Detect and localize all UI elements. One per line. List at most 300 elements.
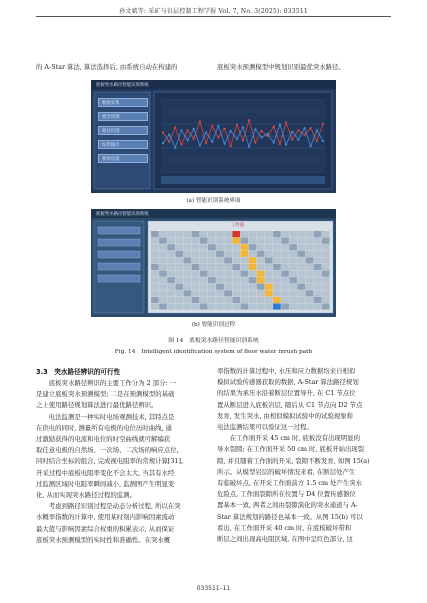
figure-b-grid-cell xyxy=(265,244,273,250)
figure-b-grid-cell xyxy=(167,251,175,257)
figure-b-canvas xyxy=(91,209,336,317)
text-line: 模拟试验传感器获取的数据, A-Star 算法路径规划 xyxy=(217,378,359,387)
figure-b-grid-cell xyxy=(241,277,249,283)
figure-b-grid-cell xyxy=(184,284,192,290)
running-header: 孙文斌等: 采矿与岩层控制工程学报 Vol. 7, No. 3(2025): 033511 xyxy=(119,8,308,15)
text-line: 在工作面开采 45 cm 时, 底板没有出现明显的 xyxy=(217,434,360,443)
text-line: 取任意电极的自然场、一次场、二次场的响应点位, xyxy=(36,446,179,455)
figure-b-grid-cell xyxy=(297,244,305,250)
figure-b-grid-cell xyxy=(216,244,224,250)
figure-b-grid-cell xyxy=(314,271,322,277)
figure-a-menu-label: 结果输出 xyxy=(102,143,120,148)
text-line: 隙, 并且随着工作面的开采, 裂隙不断发育, 如图 15(a) xyxy=(217,456,370,465)
figure-b-grid-cell xyxy=(232,257,240,263)
figure-b-grid-cell xyxy=(232,277,240,283)
text-line: 率指数的计算过程中, 水压和应力数据均来自相似 xyxy=(217,367,356,375)
figure-a-canvas xyxy=(91,80,336,193)
figure-b-grid-cell xyxy=(216,231,224,237)
figure-b-grid-cell xyxy=(192,297,200,303)
figure-b-grid-cell xyxy=(241,297,249,303)
figure-b-grid-cell xyxy=(289,257,297,263)
figure-b-grid-cell xyxy=(289,277,297,283)
figure-b-grid-cell xyxy=(281,284,289,290)
figure-b-grid-cell xyxy=(289,238,297,244)
figure-a-point xyxy=(273,141,275,143)
figure-b-grid-cell xyxy=(273,284,281,290)
figure-b-panel-title: 底板突水路径智能识别系统 xyxy=(96,212,149,217)
figure-a-point xyxy=(279,143,281,145)
figure-b-grid-cell xyxy=(184,264,192,270)
figure-a-point xyxy=(248,119,250,121)
figure-b-grid-cell xyxy=(159,238,167,244)
figure-b-grid-cell xyxy=(159,251,167,257)
figure-b-grid-cell xyxy=(159,284,167,290)
figure-b-grid-cell xyxy=(192,290,200,296)
figure-b-grid-cell xyxy=(200,231,208,237)
figure-b-grid-cell xyxy=(289,303,297,309)
figure-b-grid-cell xyxy=(297,277,305,283)
figure-b-grid-cell xyxy=(257,297,265,303)
figure-b-grid-cell xyxy=(192,303,200,309)
figure-b-grid-cell xyxy=(249,303,257,309)
figure-a-point xyxy=(303,127,305,129)
figure-b-grid-cell xyxy=(273,257,281,263)
figure-b-grid-cell xyxy=(306,277,314,283)
figure-b-grid-cell xyxy=(159,297,167,303)
figure-b-grid-cell xyxy=(306,297,314,303)
figure-b-grid-cell xyxy=(167,264,175,270)
figure-b-grid-cell xyxy=(159,303,167,309)
figure-b-grid-cell xyxy=(306,271,314,277)
figure-a-point xyxy=(230,145,232,147)
figure-b-grid-cell xyxy=(265,257,273,263)
figure-b-grid-cell xyxy=(306,238,314,244)
figure-b-grid-cell xyxy=(265,238,273,244)
text-line: 化, 从而实现突水路径过程的监测。 xyxy=(36,491,136,500)
figure-b-grid-cell xyxy=(200,303,208,309)
figure-b-grid-cell xyxy=(265,297,273,303)
figure-b-grid-cell xyxy=(184,231,192,237)
figure-a-point xyxy=(291,139,293,141)
figure-a-menu-label: 模型预测 xyxy=(102,115,120,120)
text-line: 考虑到路径识别过程是动态分析过程, 所以在突 xyxy=(36,502,181,511)
figure-b-grid-cell xyxy=(273,303,281,309)
figure-b-grid-cell xyxy=(216,284,224,290)
figure-b-grid-cell xyxy=(273,238,281,244)
figure-b-grid-cell xyxy=(249,244,257,250)
figure-b-grid-cell xyxy=(257,251,265,257)
figure-b-grid-cell xyxy=(241,257,249,263)
figure-b-grid-cell xyxy=(232,231,240,237)
figure-a-point xyxy=(230,130,232,132)
figure-a-point xyxy=(316,129,318,131)
figure-b-grid-cell xyxy=(184,251,192,257)
figure-b-grid-cell xyxy=(159,277,167,283)
figure-b-grid-cell xyxy=(249,277,257,283)
figure-b-grid-cell xyxy=(297,290,305,296)
figure-b-grid-cell xyxy=(208,277,216,283)
figure-b-grid-cell xyxy=(241,231,249,237)
figure-b-grid-cell xyxy=(281,251,289,257)
top-left-line xyxy=(36,62,212,73)
figure-b-grid-cell xyxy=(224,264,232,270)
figure-b-grid-cell xyxy=(281,231,289,237)
figure-b-grid-cell xyxy=(281,264,289,270)
figure-b-grid-cell xyxy=(232,290,240,296)
figure-b-grid-cell xyxy=(265,271,273,277)
figure-b-grid-cell xyxy=(167,297,175,303)
figure-a-point xyxy=(254,128,256,130)
figure-b-grid-cell xyxy=(200,244,208,250)
figure-a-point xyxy=(174,146,176,148)
figure-b-grid-cell xyxy=(306,251,314,257)
text-line: Star 算法规划的路径也基本一致。从图 15(b) 可以 xyxy=(217,512,363,521)
figure-a-panel-title: 底板突水路径智能识别系统 xyxy=(96,83,149,88)
figure-b-grid-cell xyxy=(281,271,289,277)
figure-b-grid-cell xyxy=(265,231,273,237)
figure-b-grid-cell xyxy=(208,290,216,296)
figure-b-grid-cell xyxy=(208,303,216,309)
figure-a-point xyxy=(187,129,189,131)
figure-b-grid-cell xyxy=(249,231,257,237)
figure-b-grid-cell xyxy=(289,264,297,270)
figure-b-grid-cell xyxy=(232,244,240,250)
figure-b-screenshot xyxy=(91,209,336,317)
figure-b-grid-cell xyxy=(200,297,208,303)
figure-b-grid-cell xyxy=(289,271,297,277)
figure-b-grid-cell xyxy=(151,284,159,290)
figure-b-grid-cell xyxy=(249,238,257,244)
figure-b-grid-cell xyxy=(208,257,216,263)
figure-b-grid-cell xyxy=(232,297,240,303)
figure-b-grid-cell xyxy=(224,290,232,296)
figure-b-grid-cell xyxy=(232,303,240,309)
text-line: 同时结合坐标的组合, 完成视电阻率的常规计算[31]。 xyxy=(36,457,188,466)
figure-b-grid-cell xyxy=(314,257,322,263)
figure-b-grid-cell xyxy=(297,264,305,270)
figure-b-grid-cell xyxy=(159,264,167,270)
figure-b-grid-cell xyxy=(257,257,265,263)
figure-b-grid-cell xyxy=(257,264,265,270)
figure-b-grid-cell xyxy=(241,303,249,309)
figure-b-grid-cell xyxy=(322,271,330,277)
figure-b-grid-cell xyxy=(167,303,175,309)
figure-b-grid-cell xyxy=(249,284,257,290)
figure-a-point xyxy=(223,128,225,130)
figure-b-grid-cell xyxy=(232,251,240,257)
figure-b-grid-cell xyxy=(241,264,249,270)
figure-a-point xyxy=(310,127,312,129)
figure-b-grid-cell xyxy=(297,271,305,277)
figure-b-grid-cell xyxy=(281,238,289,244)
figure-b-grid-cell xyxy=(159,271,167,277)
figure-b-grid-cell xyxy=(249,271,257,277)
figure-b-grid-cell xyxy=(257,238,265,244)
figure-b-grid-cell xyxy=(314,277,322,283)
figure-b-grid-cell xyxy=(297,251,305,257)
figure-a-point xyxy=(273,126,275,128)
text-line: 底板突水路径辨识的主要工作分为 2 部分: 一 xyxy=(36,379,177,387)
figure-b-grid-cell xyxy=(306,303,314,309)
figure-b-grid-cell xyxy=(249,264,257,270)
figure-b-grid-cell xyxy=(208,297,216,303)
figure-a-point xyxy=(322,140,324,142)
figure-a-menu-label: 路径识别 xyxy=(102,129,120,134)
figure-b-grid-cell xyxy=(297,231,305,237)
text-line: 导水裂隙; 在工作面开采 50 cm 时, 底板开始出现裂 xyxy=(217,445,365,454)
figure-b-grid-cell xyxy=(192,264,200,270)
figure-b-grid-cell xyxy=(192,257,200,263)
figure-b-grid-cell xyxy=(167,238,175,244)
figure-b-grid-cell xyxy=(281,244,289,250)
figure-a-point xyxy=(267,133,269,135)
figure-b-grid-cell xyxy=(151,297,159,303)
figure-a-point xyxy=(242,139,244,141)
figure-a-point xyxy=(260,130,262,132)
figure-b-grid-cell xyxy=(208,231,216,237)
figure-b-grid-cell xyxy=(167,290,175,296)
figure-b-grid-cell xyxy=(241,251,249,257)
figure-a-point xyxy=(199,144,201,146)
figure-b-grid-cell xyxy=(175,284,183,290)
figure-b-grid-cell xyxy=(224,303,232,309)
figure-b-grid-cell xyxy=(297,238,305,244)
figure-b-grid-cell xyxy=(306,290,314,296)
figure-b-grid-cell xyxy=(208,264,216,270)
figure-a-point xyxy=(174,126,176,128)
figure-a-menu-label: 数据采集 xyxy=(102,101,120,106)
figure-b-grid-cell xyxy=(175,271,183,277)
figure-b-grid-cell xyxy=(232,284,240,290)
figure-b-grid-cell xyxy=(306,284,314,290)
figure-b-grid-cell xyxy=(265,277,273,283)
figure-b-grid-cell xyxy=(216,297,224,303)
figure-b-grid-cell xyxy=(322,303,330,309)
figure-b-grid-cell xyxy=(241,244,249,250)
figure-b-grid-cell xyxy=(151,257,159,263)
figure-b-grid-cell xyxy=(281,257,289,263)
figure-a-menu-item xyxy=(98,98,148,107)
text-line: 置基本一致, 两者之间由裂隙演化的突水通道与 A- xyxy=(217,501,358,510)
figure-b-grid-cell xyxy=(265,264,273,270)
figure-b-grid-cell xyxy=(314,238,322,244)
figure-b-grid-cell xyxy=(257,303,265,309)
figure-b-grid-cell xyxy=(289,284,297,290)
figure-a-point xyxy=(248,146,250,148)
figure-a-menu-item xyxy=(98,140,148,149)
figure-b-grid-label: 工作面 xyxy=(231,223,245,228)
figure-b-grid-cell xyxy=(322,231,330,237)
figure-b-grid-cell xyxy=(151,251,159,257)
figure-b-grid-cell xyxy=(273,264,281,270)
figure-b-grid-cell xyxy=(175,277,183,283)
text-line: 底板突水预测模型中规划识别最优突水路径。 xyxy=(217,63,345,71)
figure-a-point xyxy=(180,144,182,146)
figure-b-grid-cell xyxy=(257,271,265,277)
header-rule xyxy=(36,16,391,17)
figure-b-grid-cell xyxy=(273,251,281,257)
figure-b-grid-cell xyxy=(306,264,314,270)
figure-b-grid-cell xyxy=(151,277,159,283)
figure-b-grid-cell xyxy=(216,238,224,244)
figure-a-point xyxy=(236,138,238,140)
figure-b-grid-cell xyxy=(322,277,330,283)
figure-b-grid-cell xyxy=(216,277,224,283)
figure-b-grid-cell xyxy=(192,284,200,290)
figure-b-grid-cell xyxy=(314,284,322,290)
figure-b-grid-cell xyxy=(200,277,208,283)
figure-b-grid-cell xyxy=(175,257,183,263)
figure-a-point xyxy=(297,139,299,141)
figure-b-grid-cell xyxy=(224,231,232,237)
figure-b-grid-cell xyxy=(151,290,159,296)
figure-b-grid-cell xyxy=(289,290,297,296)
figure-b-grid-cell xyxy=(257,231,265,237)
figure-b-grid-cell xyxy=(184,238,192,244)
figure-a-point xyxy=(199,121,201,123)
figure-b-grid-cell xyxy=(200,271,208,277)
figure-b-grid-cell xyxy=(314,264,322,270)
figure-a-menu-item xyxy=(98,126,148,135)
figure-b-grid-cell xyxy=(241,290,249,296)
figure-b-grid-cell xyxy=(273,277,281,283)
figure-b-grid-cell xyxy=(159,244,167,250)
figure-b-grid-cell xyxy=(314,244,322,250)
figure-a-point xyxy=(242,126,244,128)
figure-a-point xyxy=(193,128,195,130)
figure-b-grid-cell xyxy=(297,257,305,263)
text-line: 在供电的同时, 测量所有电极的电位历时曲线, 通 xyxy=(36,423,172,432)
figure-a-point xyxy=(168,141,170,143)
figure-b-grid-cell xyxy=(297,303,305,309)
figure-b-grid-cell xyxy=(224,297,232,303)
text-line: 的结果为承压水沿着断层位置导升, 在 C1 节点位 xyxy=(217,389,356,398)
figure-b-grid-cell xyxy=(200,257,208,263)
figure-b-grid-cell xyxy=(167,244,175,250)
text-line: 过监测区域时电阻率瞬间减小, 监测图产生明显变 xyxy=(36,479,175,488)
figure-b-grid-cell xyxy=(167,277,175,283)
text-line: 断层之间出现高电阻区域, 在图中呈红色部分, 这 xyxy=(217,535,353,544)
figure-b-grid-cell xyxy=(281,277,289,283)
figure-a-point xyxy=(205,142,207,144)
figure-a-point xyxy=(162,142,164,144)
figure-b-grid-cell xyxy=(306,244,314,250)
figure-a-menu-item xyxy=(98,154,148,163)
text-line: 过激励获得的电流和电位的时空曲线就可解编获 xyxy=(36,435,171,444)
figure-a-point xyxy=(211,141,213,143)
figure-b-grid-cell xyxy=(200,264,208,270)
figure-b-grid-cell xyxy=(167,284,175,290)
figure-b-grid-cell xyxy=(281,297,289,303)
figure-b-grid-cell xyxy=(289,251,297,257)
figure-b-grid-cell xyxy=(184,277,192,283)
figure-a-point xyxy=(322,123,324,125)
text-line: 危险点, 工作面裂隙所在位置与 D4 位置传感器位 xyxy=(217,490,356,499)
figure-b-grid-cell xyxy=(208,238,216,244)
figure-b-grid-cell xyxy=(289,297,297,303)
figure-b-grid-cell xyxy=(314,231,322,237)
text-line: 水概率指数的计算中, 使用某时刻内影响因素流动 xyxy=(36,513,175,522)
figure-b-grid-cell xyxy=(159,231,167,237)
text-line: 之上使用路径规划算法进行最优路径辨识。 xyxy=(36,401,158,410)
figure-a-subcaption: (a) 智能识别系统界面 xyxy=(186,198,241,204)
figure-b-grid-cell xyxy=(192,238,200,244)
figure-b-grid-cell xyxy=(208,244,216,250)
section-heading: 3.3 突水路径辨识的可行性 xyxy=(36,368,121,376)
figure-b-grid-cell xyxy=(184,290,192,296)
figure-a-point xyxy=(223,143,225,145)
text-line: 底板突水预测模型的实时性和准确性。在突水概 xyxy=(36,535,171,544)
text-line: 最大值与影响因素综合权重的积累表示, 从而保证 xyxy=(36,524,175,533)
figure-a-point xyxy=(168,133,170,135)
text-line: 电法监测是一种实时电场观测技术, 其特点是 xyxy=(36,412,175,421)
figure-a-point xyxy=(205,131,207,133)
figure-b-grid-cell xyxy=(184,271,192,277)
figure-b-grid-cell xyxy=(322,244,330,250)
figure-b-grid-cell xyxy=(306,257,314,263)
figure-b-grid-cell xyxy=(249,290,257,296)
figure-b-grid-cell xyxy=(322,284,330,290)
figure-b-grid-cell xyxy=(241,271,249,277)
figure-b-grid-cell xyxy=(159,290,167,296)
figure-b-grid-cell xyxy=(175,264,183,270)
figure-b-side-button xyxy=(98,239,140,246)
figure-b-grid-cell xyxy=(265,303,273,309)
figure-b-grid-cell xyxy=(184,257,192,263)
figure-caption-zh: 图 14 底板突水路径智能识别系统 xyxy=(168,338,259,344)
figure-b-grid-cell xyxy=(151,271,159,277)
top-right-line xyxy=(217,62,392,73)
figure-b-grid-cell xyxy=(184,297,192,303)
figure-a-point xyxy=(285,121,287,123)
figure-b-side-button xyxy=(98,227,140,234)
figure-b-grid-cell xyxy=(175,231,183,237)
figure-b-grid-cell xyxy=(273,231,281,237)
page-number: 033511–11 xyxy=(196,585,231,592)
figure-a-point xyxy=(193,138,195,140)
figure-b-grid-cell xyxy=(249,257,257,263)
figure-b-grid-cell xyxy=(257,290,265,296)
figure-b-grid-cell xyxy=(216,290,224,296)
figure-b-grid-cell xyxy=(241,238,249,244)
text-line: 开采过程中底板电阻率变化不会太大, 当其有水经 xyxy=(36,468,175,477)
figure-b-grid-cell xyxy=(241,284,249,290)
figure-b-grid-cell xyxy=(322,290,330,296)
figure-a-point xyxy=(211,125,213,127)
figure-a-point xyxy=(217,125,219,127)
figure-a-point xyxy=(162,131,164,133)
figure-b-grid-cell xyxy=(151,303,159,309)
figure-b-grid-cell xyxy=(289,231,297,237)
figure-b-grid-cell xyxy=(314,251,322,257)
figure-b-grid-cell xyxy=(175,290,183,296)
figure-b-grid-cell xyxy=(322,297,330,303)
figure-b-grid-cell xyxy=(322,257,330,263)
figure-a-menu-item xyxy=(98,112,148,121)
figure-b-grid-cell xyxy=(216,251,224,257)
figure-b-grid-cell xyxy=(200,238,208,244)
figure-b-grid-cell xyxy=(297,297,305,303)
figure-a-point xyxy=(310,145,312,147)
figure-b-grid-cell xyxy=(257,284,265,290)
figure-b-grid-cell xyxy=(167,271,175,277)
figure-a-point xyxy=(217,136,219,138)
figure-b-grid-cell xyxy=(192,251,200,257)
figure-b-grid-cell xyxy=(232,264,240,270)
figure-b-grid-cell xyxy=(322,264,330,270)
figure-b-grid-cell xyxy=(257,244,265,250)
figure-b-grid-cell xyxy=(314,290,322,296)
